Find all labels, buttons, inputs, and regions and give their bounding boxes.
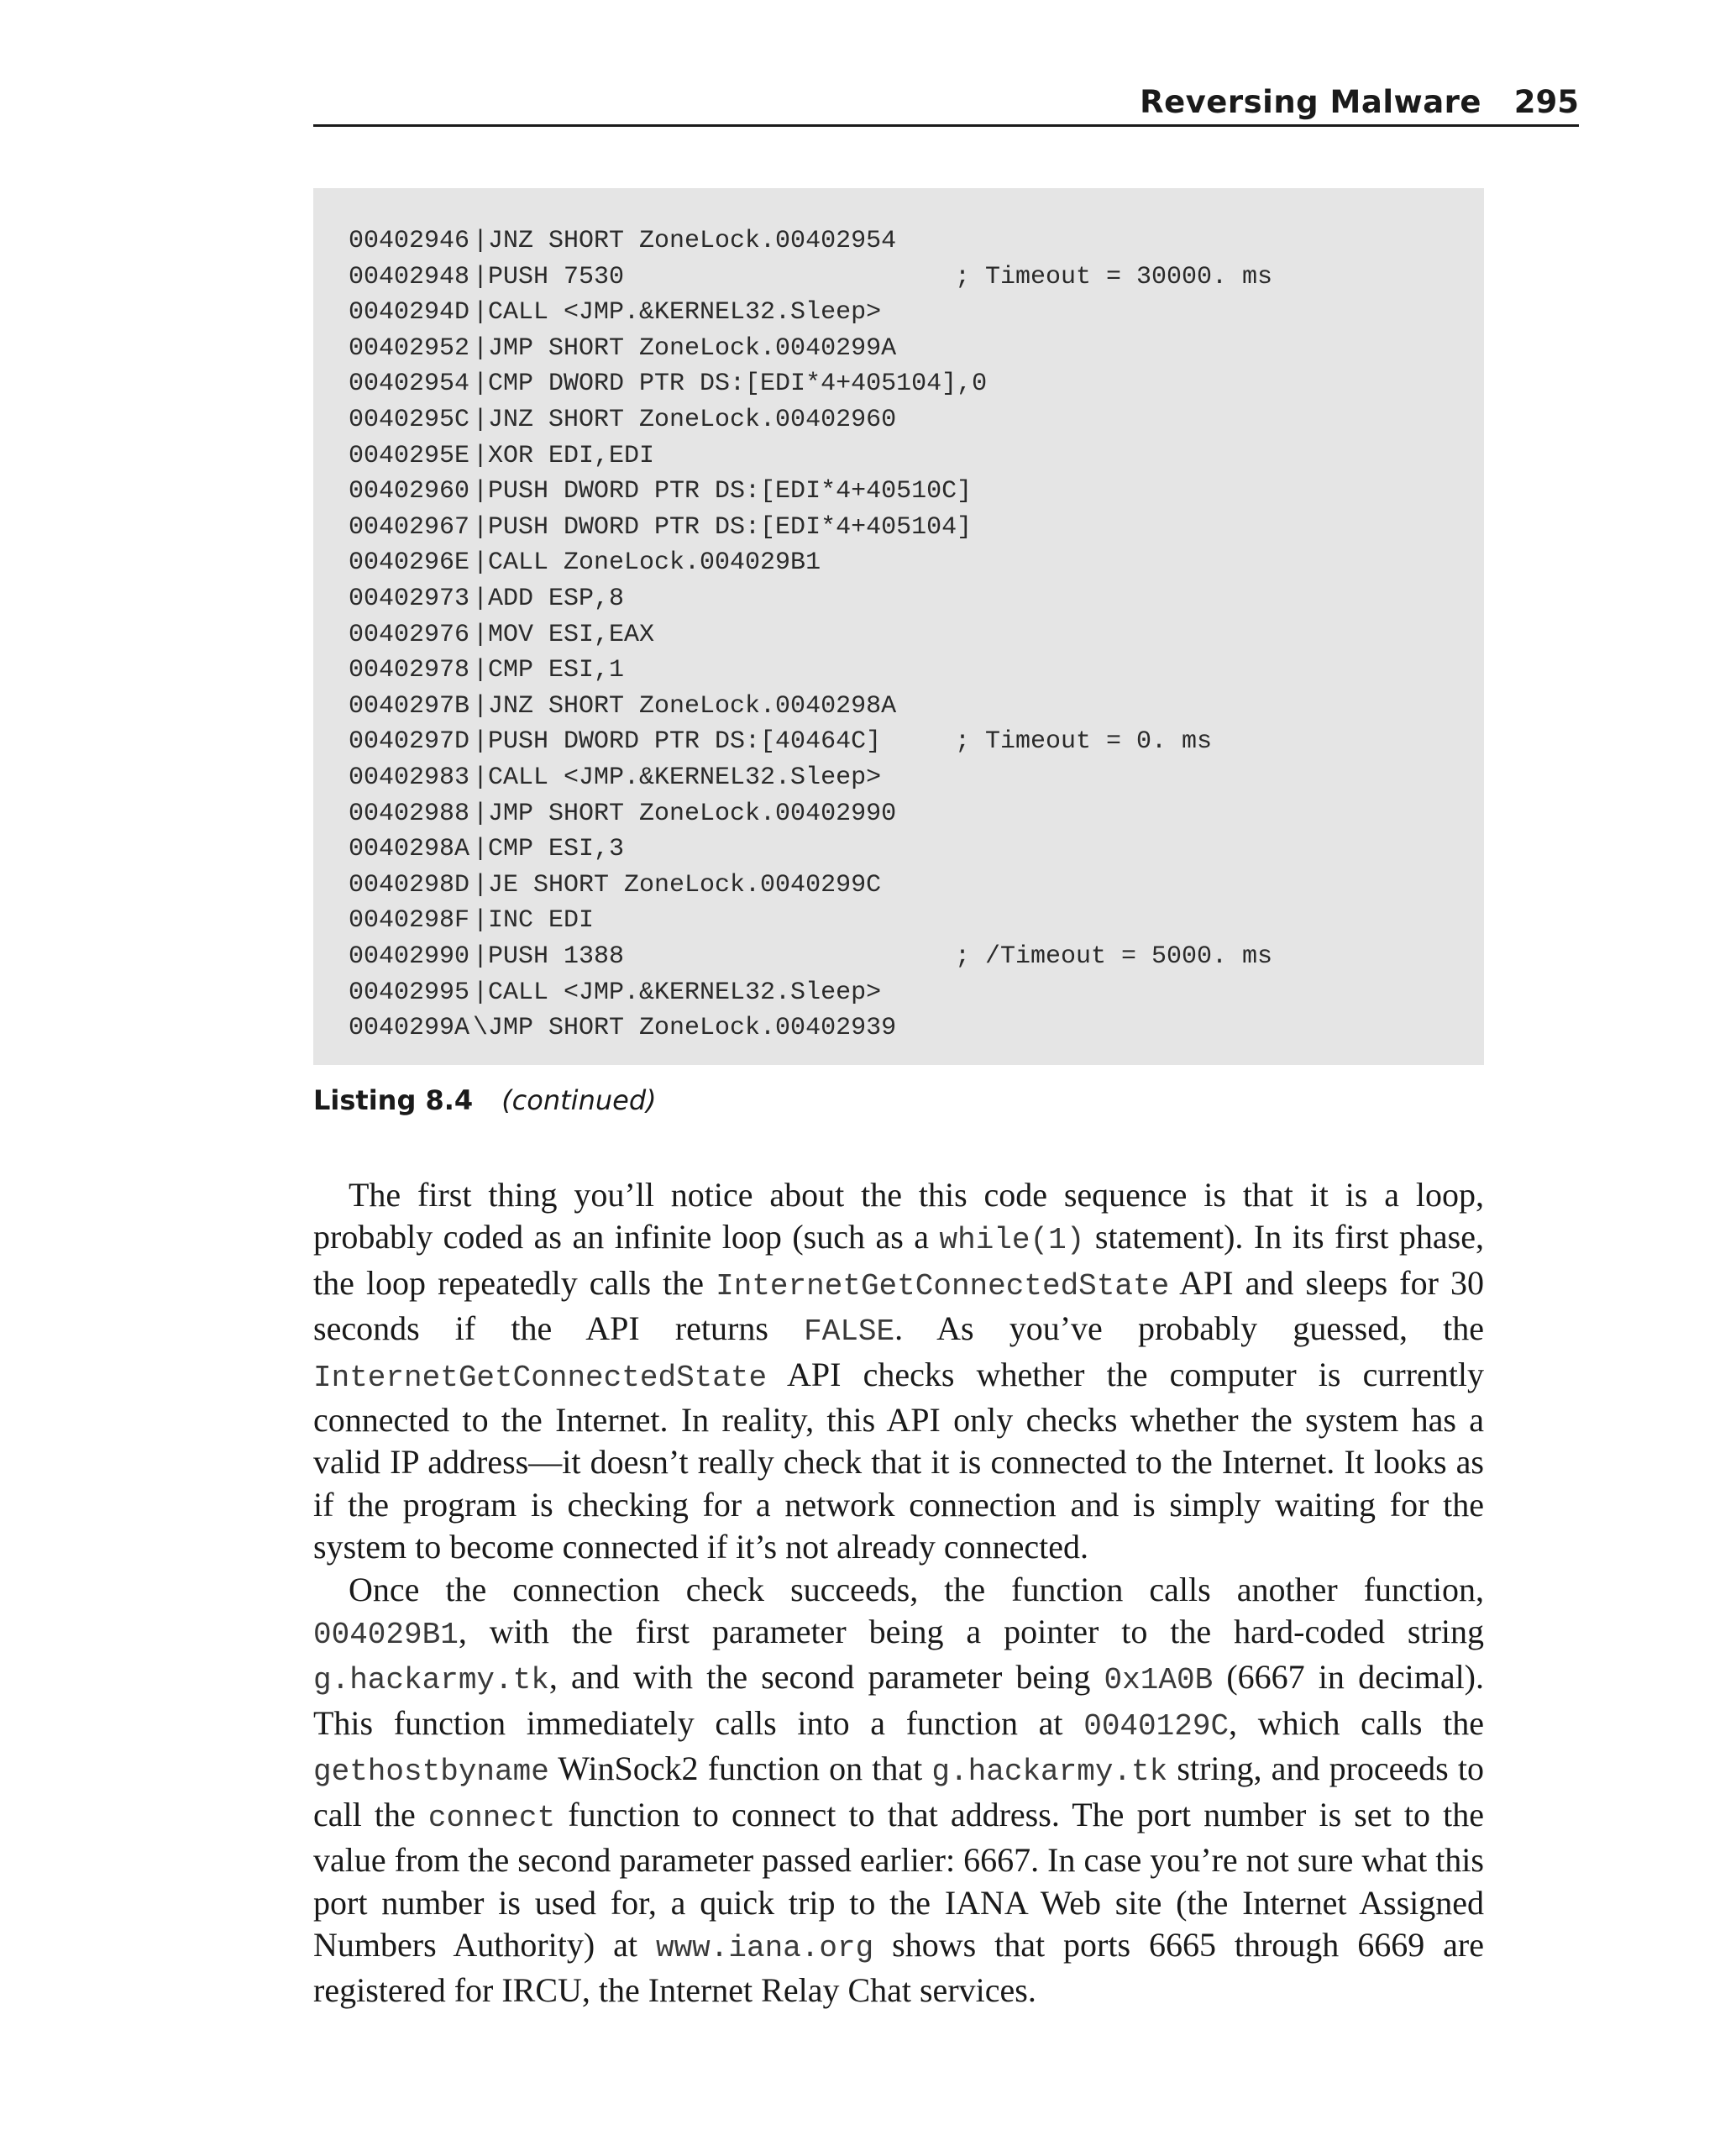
code-address: 00402948 xyxy=(349,262,470,291)
paragraph-text: , and with the second parameter being xyxy=(548,1658,1104,1697)
code-comment: ; Timeout = 0. ms xyxy=(955,727,1213,757)
code-address: 00402952 xyxy=(349,333,470,363)
caption-label: Listing 8.4 xyxy=(313,1084,474,1116)
inline-code: g.hackarmy.tk xyxy=(313,1663,549,1698)
code-address: 00402978 xyxy=(349,656,470,685)
code-address: 00402954 xyxy=(349,370,470,399)
code-address: 0040295E xyxy=(349,441,470,470)
code-instruction: |INC EDI xyxy=(473,906,595,936)
inline-code: while(1) xyxy=(939,1223,1085,1258)
code-instruction: |XOR EDI,EDI xyxy=(473,441,655,470)
paragraph-text: WinSock2 function on that xyxy=(548,1749,932,1788)
listing-caption xyxy=(313,1083,657,1117)
code-instruction: |JMP SHORT ZoneLock.0040299A xyxy=(473,333,897,363)
page-number: 295 xyxy=(1513,84,1579,120)
paragraph-text: API checks whether the computer is currently connected to the Internet. In reality, this API only checks whether the system has a valid IP address—it doesn’t really check that it is connected to the Internet. It looks as if the program is checking for a network connection and is simply waiting for the system to become connected if it’s not already connected. xyxy=(313,1355,1484,1566)
code-address: 00402960 xyxy=(349,477,470,506)
code-address: 0040297D xyxy=(349,727,470,757)
code-address: 00402976 xyxy=(349,620,470,649)
inline-code: InternetGetConnectedState xyxy=(716,1268,1170,1304)
code-instruction: |CMP DWORD PTR DS:[EDI*4+405104],0 xyxy=(473,370,988,399)
code-instruction: |CALL ZoneLock.004029B1 xyxy=(473,548,821,578)
paragraph-text: shows that ports 6665 through 6669 are registered for IRCU, the Internet Relay Chat services. xyxy=(313,1925,1484,2010)
code-instruction: |PUSH DWORD PTR DS:[EDI*4+40510C] xyxy=(473,477,973,506)
paragraph-text: , with the first parameter being a pointer to the hard-coded string xyxy=(458,1613,1484,1651)
code-address: 0040297B xyxy=(349,691,470,721)
code-address: 0040294D xyxy=(349,298,470,328)
inline-code: g.hackarmy.tk xyxy=(931,1755,1168,1790)
code-address: 00402967 xyxy=(349,512,470,542)
paragraph-text: . As you’ve probably guessed, the xyxy=(894,1309,1484,1348)
code-instruction: |PUSH 7530 xyxy=(473,262,625,291)
code-address: 00402988 xyxy=(349,799,470,828)
inline-code: www.iana.org xyxy=(655,1930,874,1965)
inline-code: FALSE xyxy=(804,1314,895,1350)
code-instruction: |CALL <JMP.&KERNEL32.Sleep> xyxy=(473,298,882,328)
code-address: 00402983 xyxy=(349,763,470,792)
body-paragraph xyxy=(313,1174,1484,1569)
code-address: 00402990 xyxy=(349,942,470,971)
code-instruction: |CMP ESI,3 xyxy=(473,835,625,864)
inline-code: 0040129C xyxy=(1083,1708,1230,1744)
code-comment: ; /Timeout = 5000. ms xyxy=(955,942,1273,971)
code-comment: ; Timeout = 30000. ms xyxy=(955,262,1273,291)
code-instruction: |ADD ESP,8 xyxy=(473,585,625,613)
code-instruction: |CMP ESI,1 xyxy=(473,656,625,685)
code-address: 0040296E xyxy=(349,548,470,578)
paragraph-text: (6667 in decimal). This function immediately calls into a function at xyxy=(313,1658,1485,1742)
paragraph-text: The first thing you’ll notice about the this code sequence is that it is a loop, probably coded as an infinite loop (such as a xyxy=(313,1176,1484,1256)
code-address: 0040295C xyxy=(349,406,470,434)
paragraph-text: Once the connection check succeeds, the function calls another function, xyxy=(349,1570,1484,1608)
inline-code: 0x1A0B xyxy=(1104,1663,1214,1698)
inline-code: gethostbyname xyxy=(313,1755,549,1790)
code-instruction: |JNZ SHORT ZoneLock.00402954 xyxy=(473,227,897,255)
code-address: 0040298D xyxy=(349,870,470,900)
code-instruction: |JNZ SHORT ZoneLock.0040298A xyxy=(473,691,897,721)
body-paragraph xyxy=(313,1569,1484,2012)
code-address: 0040298A xyxy=(349,835,470,864)
code-address: 00402946 xyxy=(349,227,470,255)
paragraph-text: function to connect to that address. The port number is set to the value from the second parameter passed earlier: 6667. In case you’re not sure what this port number is used for, a quick trip to the IANA Web site (the Internet Assigned Numbers Authority) at xyxy=(313,1795,1484,1964)
inline-code: connect xyxy=(427,1800,556,1835)
code-instruction: |PUSH DWORD PTR DS:[EDI*4+405104] xyxy=(473,512,973,542)
code-instruction: |JE SHORT ZoneLock.0040299C xyxy=(473,870,882,900)
code-instruction: |MOV ESI,EAX xyxy=(473,620,655,649)
paragraph-text: , which calls the xyxy=(1229,1703,1484,1742)
code-address: 0040298F xyxy=(349,906,470,936)
code-address: 0040299A xyxy=(349,1014,470,1043)
code-instruction: \JMP SHORT ZoneLock.00402939 xyxy=(473,1014,897,1043)
paragraph-text: statement). In its first phase, the loop repeatedly calls the xyxy=(313,1218,1484,1302)
paragraph-text: API and sleeps for 30 seconds if the API returns xyxy=(313,1263,1484,1348)
chapter-title: Reversing Malware xyxy=(1140,84,1481,120)
inline-code: InternetGetConnectedState xyxy=(313,1360,768,1395)
body-text xyxy=(313,1174,1484,2012)
code-instruction: |CALL <JMP.&KERNEL32.Sleep> xyxy=(473,978,882,1007)
code-instruction: |PUSH DWORD PTR DS:[40464C] xyxy=(473,727,882,757)
code-instruction: |JMP SHORT ZoneLock.00402990 xyxy=(473,799,897,828)
inline-code: 004029B1 xyxy=(313,1618,459,1653)
running-header xyxy=(313,81,1579,127)
caption-note: (continued) xyxy=(501,1084,657,1116)
code-address: 00402973 xyxy=(349,585,470,613)
code-instruction: |PUSH 1388 xyxy=(473,942,625,971)
code-instruction: |CALL <JMP.&KERNEL32.Sleep> xyxy=(473,763,882,792)
code-listing xyxy=(313,188,1484,1065)
code-address: 00402995 xyxy=(349,978,470,1007)
code-instruction: |JNZ SHORT ZoneLock.00402960 xyxy=(473,406,897,434)
paragraph-text: string, and proceeds to call the xyxy=(313,1749,1484,1833)
